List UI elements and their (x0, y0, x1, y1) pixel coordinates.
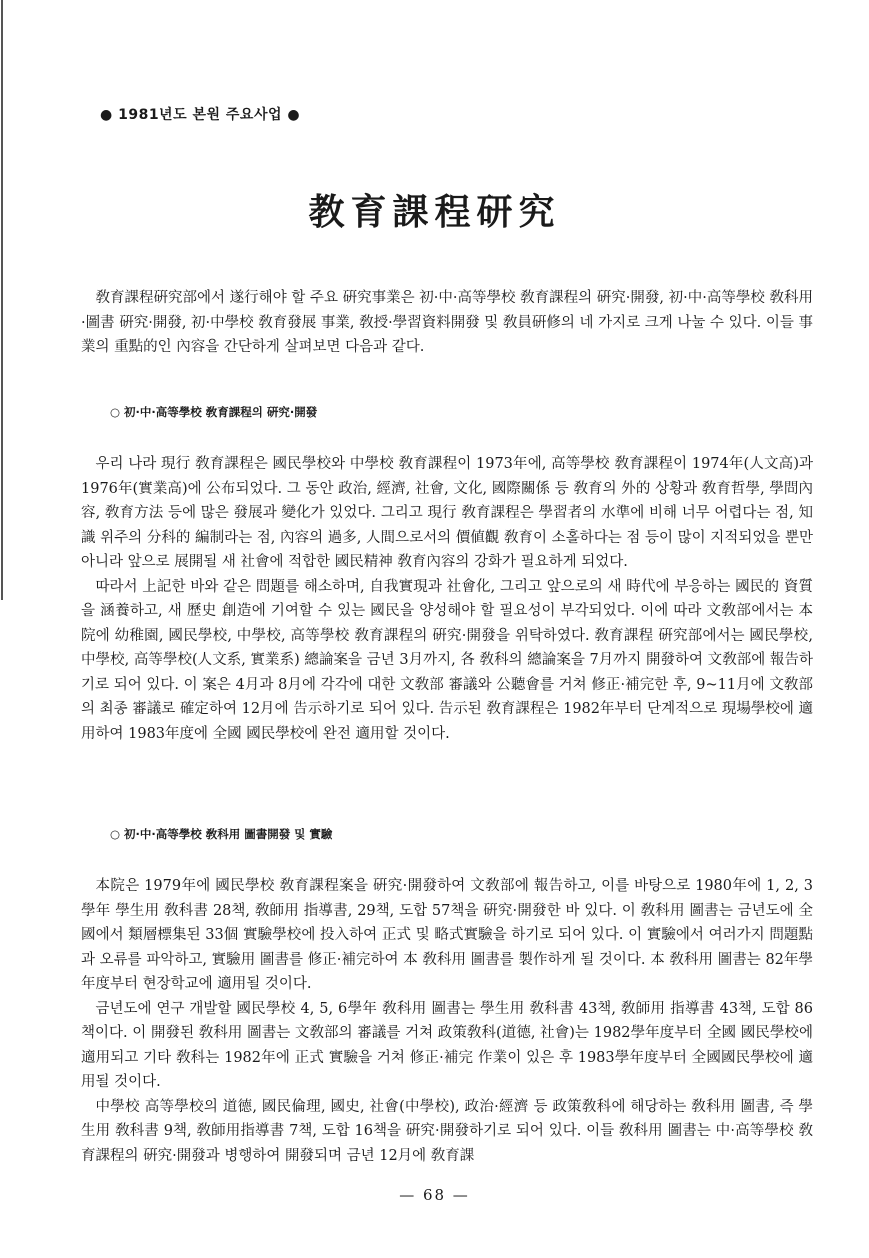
page-number: — 68 — (399, 1186, 470, 1204)
body-paragraph: 中學校 高等學校의 道德, 國民倫理, 國史, 社會(中學校), 政治·經濟 등 政策敎科에 해당하는 敎科用 圖書, 즉 學生用 敎科書 9책, 敎師用指導書 7책, 도합 16책을 硏究·開發하기로 되어 있다. 이들 敎科用 圖書는 中·高等學校 敎育課程의 硏究·開發과 병행하여 開發되며 금년 12月에 敎育課 (81, 1098, 813, 1164)
section-heading-textbooks: ○ 初·中·高等學校 敎科用 圖書開發 및 實驗 (110, 827, 333, 841)
series-header: ● 1981년도 본원 주요사업 ● (100, 107, 301, 123)
section-textbooks-body (81, 874, 813, 1168)
section-heading-curriculum: ○ 初·中·高等學校 敎育課程의 硏究·開發 (110, 405, 318, 419)
body-paragraph: 本院은 1979年에 國民學校 敎育課程案을 硏究·開發하여 文敎部에 報告하고, 이를 바탕으로 1980年에 1, 2, 3學年 學生用 敎科書 28책, 敎師用 指導書, 29책, 도합 57책을 硏究·開發한 바 있다. 이 敎科用 圖書는 금년도에 全國에서 類層標集된 33個 實驗學校에 投入하여 正式 및 略式實驗을 하기로 되어 있다. 이 實驗에서 여러가지 問題點과 오류를 파악하고, 實驗用 圖書를 修正·補完하여 本 敎科用 圖書를 製作하게 될 것이다. 本 敎科用 圖書는 82年學年度부터 현장학교에 適用될 것이다. (81, 878, 813, 992)
body-paragraph: 우리 나라 現行 敎育課程은 國民學校와 中學校 敎育課程이 1973年에, 高等學校 敎育課程이 1974年(人文高)과 1976年(實業高)에 公布되었다. 그 동안 政治, 經濟, 社會, 文化, 國際關係 등 敎育의 外的 상황과 敎育哲學, 學問內容, 敎育方法 등에 많은 發展과 變化가 있었다. 그리고 現行 敎育課程은 學習者의 水準에 비해 너무 어렵다는 점, 知識 위주의 分科的 編制라는 점, 內容의 過多, 人間으로서의 價値觀 敎育이 소홀하다는 점 등이 많이 지적되었을 뿐만 아니라 앞으로 展開될 새 社會에 적합한 國民精神 敎育內容의 강화가 필요하게 되었다. (81, 456, 813, 570)
section-curriculum-body (81, 452, 813, 746)
scan-edge-line (1, 0, 3, 600)
intro-block (81, 286, 813, 360)
body-paragraph: 금년도에 연구 개발할 國民學校 4, 5, 6學年 敎科用 圖書는 學生用 敎科書 43책, 敎師用 指導書 43책, 도합 86책이다. 이 開發된 敎科用 圖書는 文敎部의 審議를 거쳐 政策敎科(道德, 社會)는 1982學年度부터 全國 國民學校에 適用되고 기타 敎科는 1982年에 正式 實驗을 거쳐 修正·補完 作業이 있은 후 1983學年度부터 全國國民學校에 適用될 것이다. (81, 1000, 813, 1090)
intro-paragraph: 敎育課程硏究部에서 遂行해야 할 주요 硏究事業은 初·中·高等學校 敎育課程의 硏究·開發, 初·中·高等學校 敎科用·圖書 硏究·開發, 初·中學校 敎育發展 事業, 敎授·學習資料開發 및 敎員硏修의 네 가지로 크게 나눌 수 있다. 이들 事業의 重點的인 內容을 간단하게 살펴보면 다음과 같다. (81, 290, 814, 355)
body-paragraph: 따라서 上記한 바와 같은 問題를 해소하며, 自我實現과 社會化, 그리고 앞으로의 새 時代에 부응하는 國民的 資質을 涵養하고, 새 歷史 創造에 기여할 수 있는 國民을 양성해야 할 필요성이 부각되었다. 이에 따라 文敎部에서는 本院에 幼稚園, 國民學校, 中學校, 高等學校 敎育課程의 硏究·開發을 위탁하였다. 敎育課程 硏究部에서는 國民學校, 中學校, 高等學校(人文系, 實業系) 總論案을 금년 3月까지, 各 敎科의 總論案을 7月까지 開發하여 文敎部에 報告하기로 되어 있다. 이 案은 4月과 8月에 각각에 대한 文敎部 審議와 公聽會를 거쳐 修正·補完한 후, 9~11月에 文敎部의 최종 審議로 確定하여 12月에 告示하기로 되어 있다. 告示된 敎育課程은 1982年부터 단계적으로 現場學校에 適用하여 1983年度에 全國 國民學校에 완전 適用할 것이다. (81, 578, 813, 742)
page-title: 教育課程研究 (308, 191, 561, 233)
